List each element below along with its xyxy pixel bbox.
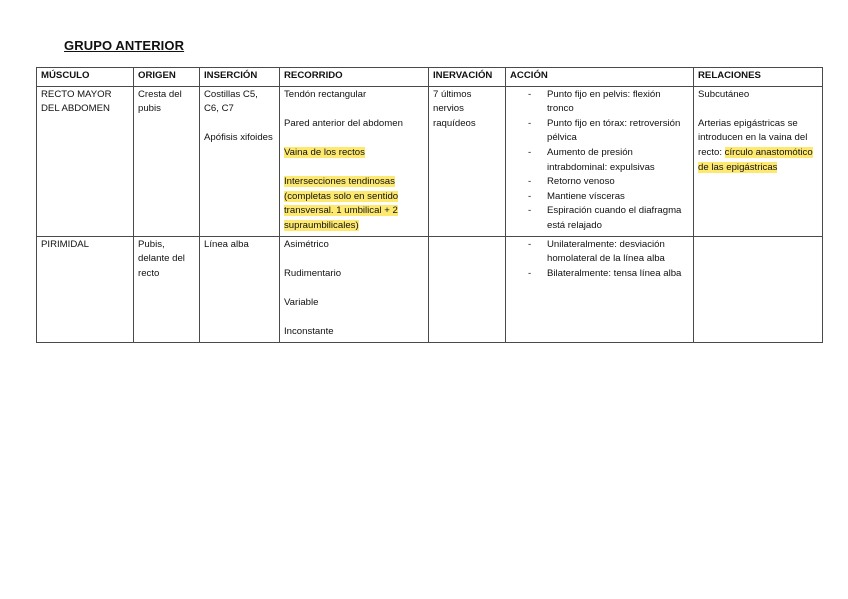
recorrido-line: Variable [284, 296, 319, 308]
recorrido-line: Pared anterior del abdomen [284, 117, 403, 129]
recorrido-line: Asimétrico [284, 238, 329, 250]
cell-inervacion: 7 últimos nervios raquídeos [429, 86, 506, 236]
list-item: - Espiración cuando el diafragma está relajado [528, 205, 682, 231]
insercion-line: Apófisis xifoides [204, 132, 273, 144]
cell-musculo: PIRIMIDAL [37, 236, 134, 342]
relaciones-line: Subcutáneo [698, 88, 750, 100]
table-row [37, 86, 823, 236]
cell-accion [506, 86, 694, 236]
cell-origen: Pubis, delante del recto [134, 236, 200, 342]
cell-inervacion [429, 236, 506, 342]
relaciones-paragraph: Arterias epigástricas se introducen en la vaina del recto: círculo anastomótico de las epigástricas [698, 117, 813, 173]
col-header-recorrido: RECORRIDO [280, 68, 429, 87]
relaciones-highlight: círculo anastomótico de las epigástricas [698, 146, 813, 173]
col-header-insercion: INSERCIÓN [200, 68, 280, 87]
muscles-table [36, 67, 823, 343]
header-row [37, 68, 823, 87]
cell-recorrido [280, 236, 429, 342]
cell-insercion [200, 86, 280, 236]
cell-musculo: RECTO MAYOR DEL ABDOMEN [37, 86, 134, 236]
insercion-line: Línea alba [204, 238, 249, 250]
col-header-inervacion: INERVACIÓN [429, 68, 506, 87]
list-item: - Retorno venoso [510, 175, 689, 190]
bullet-dash: - [528, 190, 532, 202]
recorrido-line: Tendón rectangular [284, 88, 367, 100]
col-header-musculo: MÚSCULO [37, 68, 134, 87]
bullet-dash: - [528, 88, 532, 100]
list-item: - Bilateralmente: tensa línea alba [510, 267, 689, 282]
recorrido-highlighted-line: Vaina de los rectos [284, 146, 365, 158]
list-item: - Unilateralmente: desviación homolateral de la línea alba [528, 238, 665, 265]
list-item: - Aumento de presión intrabdominal: expulsivas [528, 146, 655, 173]
bullet-dash: - [528, 238, 532, 250]
col-header-relaciones: RELACIONES [694, 68, 823, 87]
cell-relaciones [694, 86, 823, 236]
cell-origen: Cresta del pubis [134, 86, 200, 236]
bullet-dash: - [528, 267, 532, 279]
table-row [37, 236, 823, 342]
insercion-line: Costillas C5, C6, C7 [204, 88, 258, 115]
bullet-dash: - [528, 205, 532, 217]
recorrido-line: Inconstante [284, 326, 334, 338]
bullet-dash: - [528, 146, 532, 158]
cell-recorrido [280, 86, 429, 236]
page-title: GRUPO ANTERIOR [64, 38, 185, 53]
recorrido-highlighted-line: Intersecciones tendinosas (completas solo en sentido transversal. 1 umbilical + 2 supraumbilicales) [284, 176, 399, 231]
recorrido-line: Rudimentario [284, 267, 342, 279]
list-item: - Mantiene vísceras [510, 190, 689, 205]
cell-relaciones [694, 236, 823, 342]
list-item: - Punto fijo en pelvis: flexión tronco [528, 88, 661, 115]
col-header-origen: ORIGEN [134, 68, 200, 87]
cell-accion [506, 236, 694, 342]
cell-insercion [200, 236, 280, 342]
accion-list [510, 88, 689, 234]
list-item: - Punto fijo en tórax: retroversión pélvica [528, 117, 681, 144]
bullet-dash: - [528, 176, 532, 188]
col-header-accion: ACCIÓN [506, 68, 694, 87]
accion-list [510, 238, 689, 282]
bullet-dash: - [528, 117, 532, 129]
